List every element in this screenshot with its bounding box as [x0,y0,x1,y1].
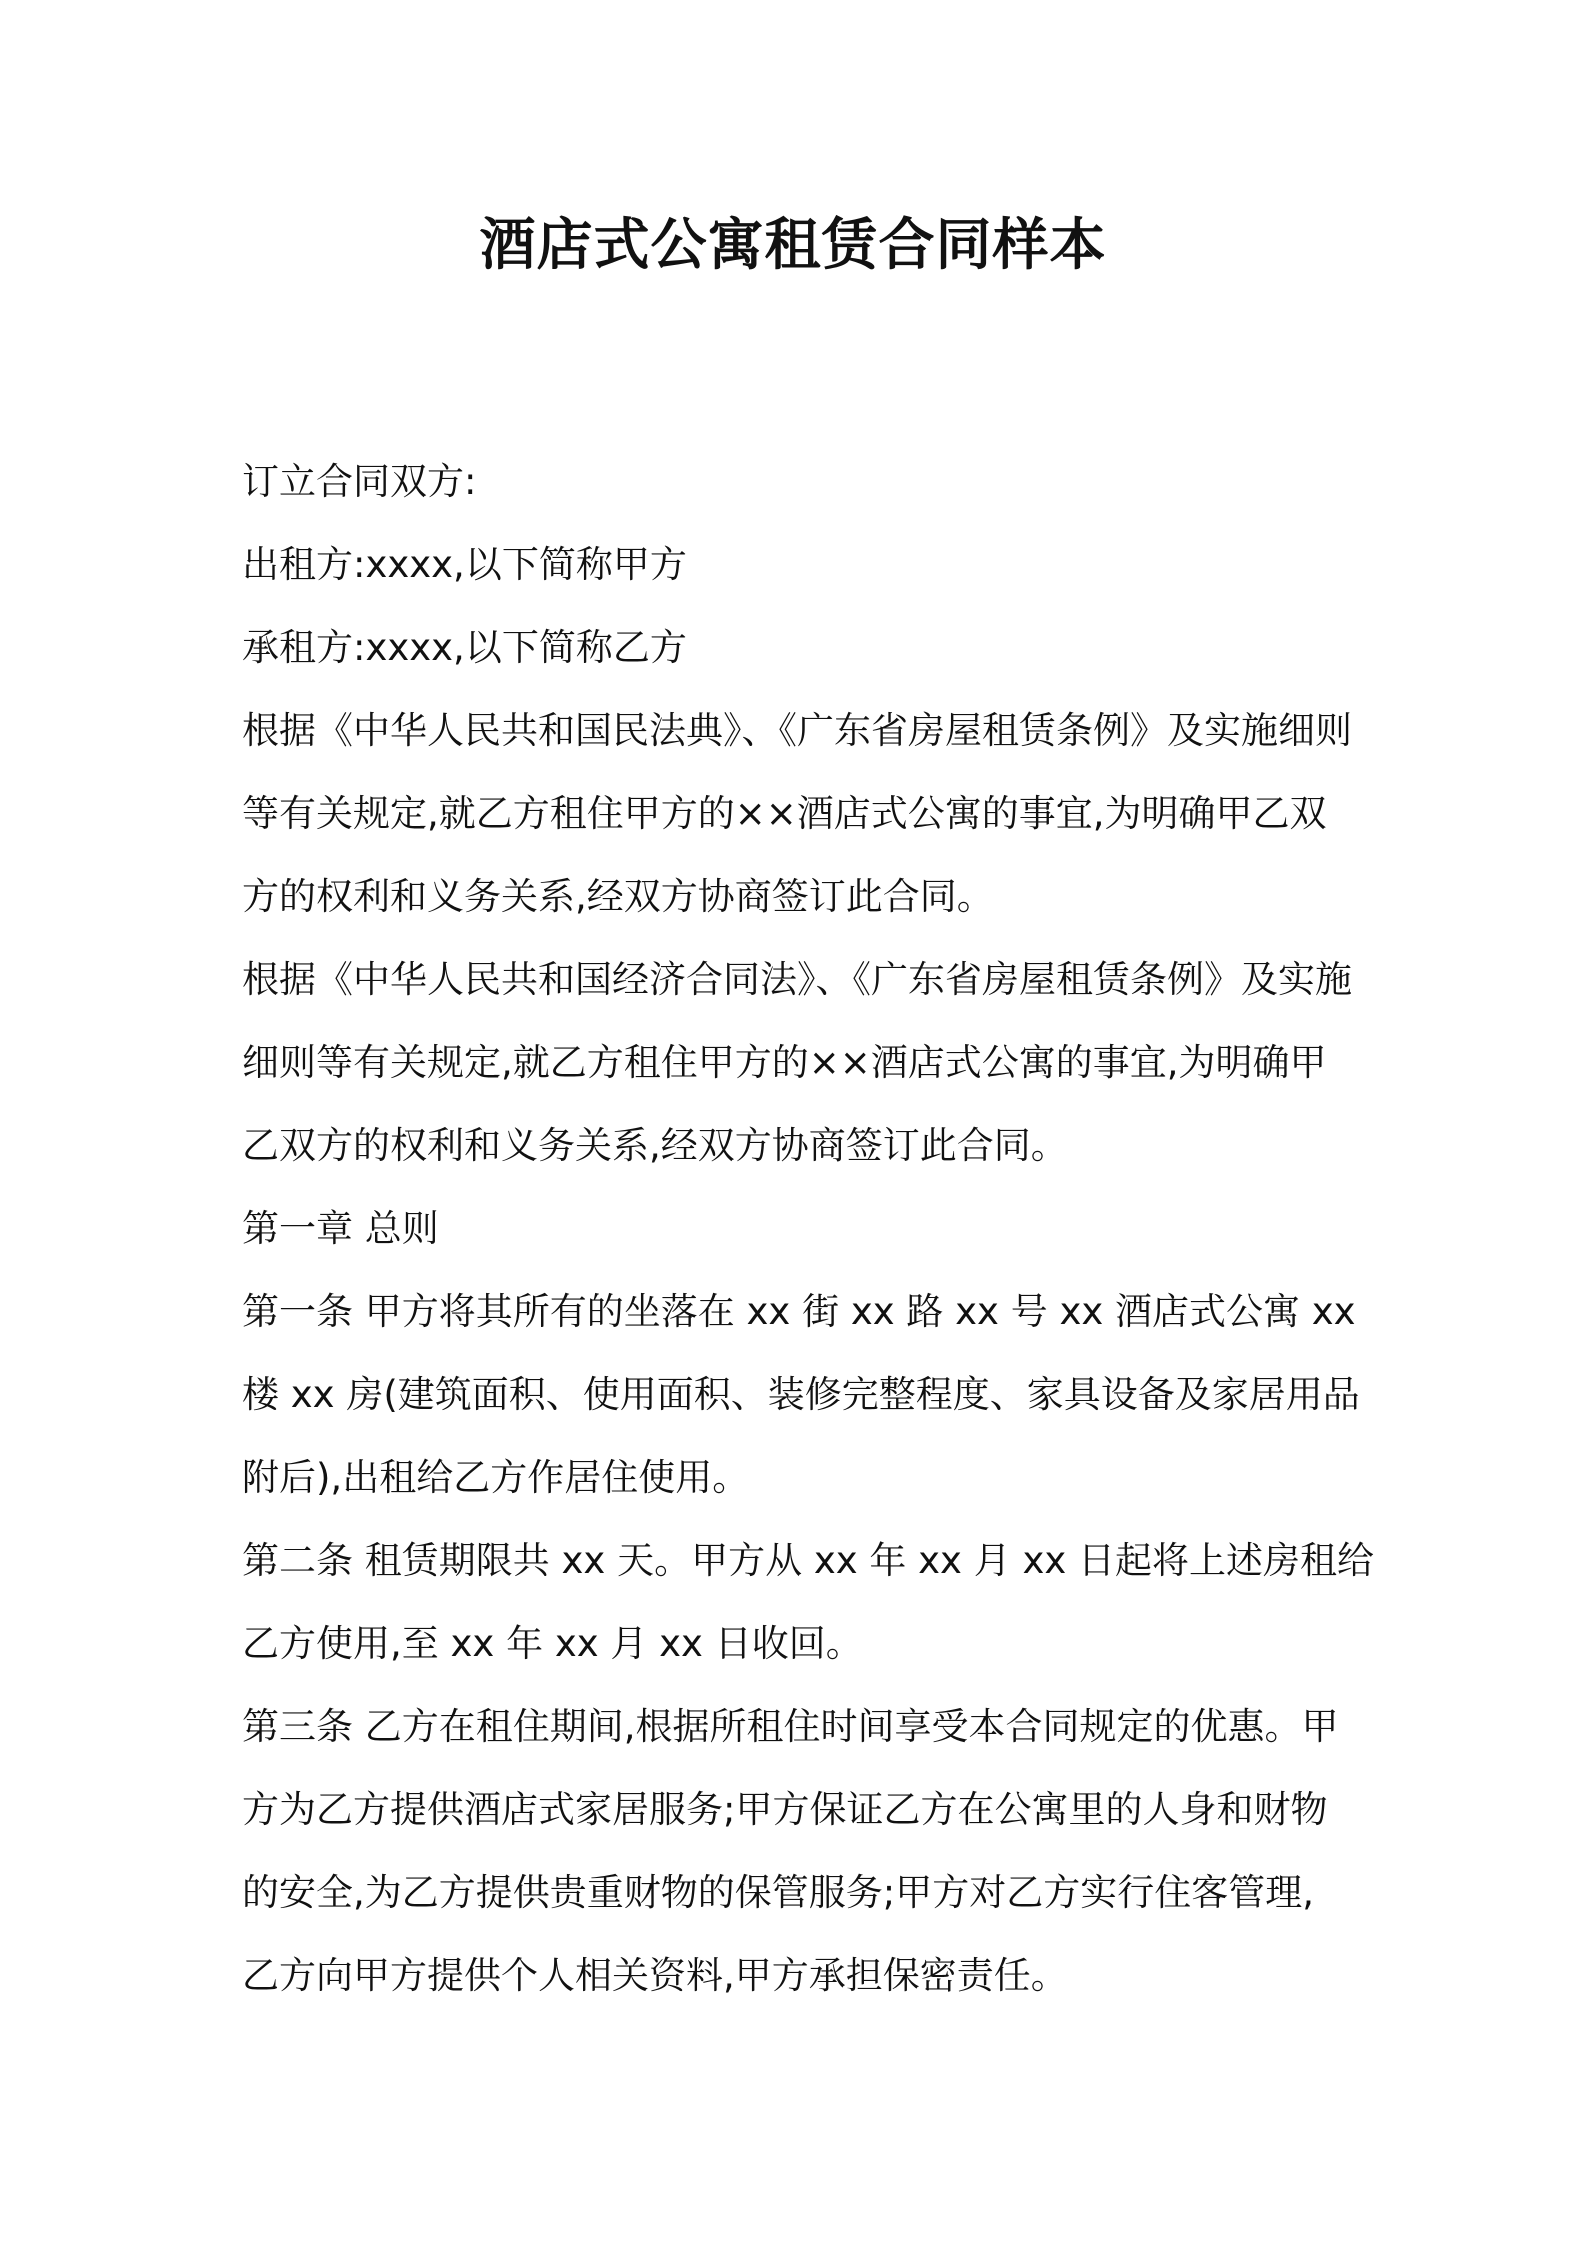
text-line: 乙方使用,至 xx 年 xx 月 xx 日收回。 [242,1622,863,1665]
text-line: 的安全,为乙方提供贵重财物的保管服务;甲方对乙方实行住客管理, [242,1871,1314,1914]
document-body [242,440,1375,2017]
text-line: 出租方:xxxx,以下简称甲方 [242,543,687,586]
document-title: 酒店式公寓租赁合同样本 [479,213,1107,278]
text-line: 方的权利和义务关系,经双方协商签订此合同。 [242,875,994,918]
text-line: 根据《中华人民共和国民法典》、《广东省房屋租赁条例》及实施细则 [242,709,1352,752]
text-line: 细则等有关规定,就乙方租住甲方的××酒店式公寓的事宜,为明确甲 [242,1041,1327,1084]
text-line: 第三条 乙方在租住期间,根据所租住时间享受本合同规定的优惠。甲 [242,1705,1339,1748]
text-line: 承租方:xxxx,以下简称乙方 [242,626,687,669]
chapter-heading: 第一章 总则 [242,1207,439,1250]
text-line: 附后),出租给乙方作居住使用。 [242,1456,750,1499]
text-line: 方为乙方提供酒店式家居服务;甲方保证乙方在公寓里的人身和财物 [242,1788,1328,1831]
text-line: 订立合同双方: [242,460,477,503]
text-line: 楼 xx 房(建筑面积、使用面积、装修完整程度、家具设备及家居用品 [242,1373,1360,1416]
text-line: 第一条 甲方将其所有的坐落在 xx 街 xx 路 xx 号 xx 酒店式公寓 xx [242,1290,1356,1333]
text-line: 根据《中华人民共和国经济合同法》、《广东省房屋租赁条例》及实施 [242,958,1352,1001]
text-line: 第二条 租赁期限共 xx 天。甲方从 xx 年 xx 月 xx 日起将上述房租给 [242,1539,1375,1582]
text-line: 乙方向甲方提供个人相关资料,甲方承担保密责任。 [242,1954,1068,1997]
text-line: 等有关规定,就乙方租住甲方的××酒店式公寓的事宜,为明确甲乙双 [242,792,1327,835]
text-line: 乙双方的权利和义务关系,经双方协商签订此合同。 [242,1124,1068,1167]
